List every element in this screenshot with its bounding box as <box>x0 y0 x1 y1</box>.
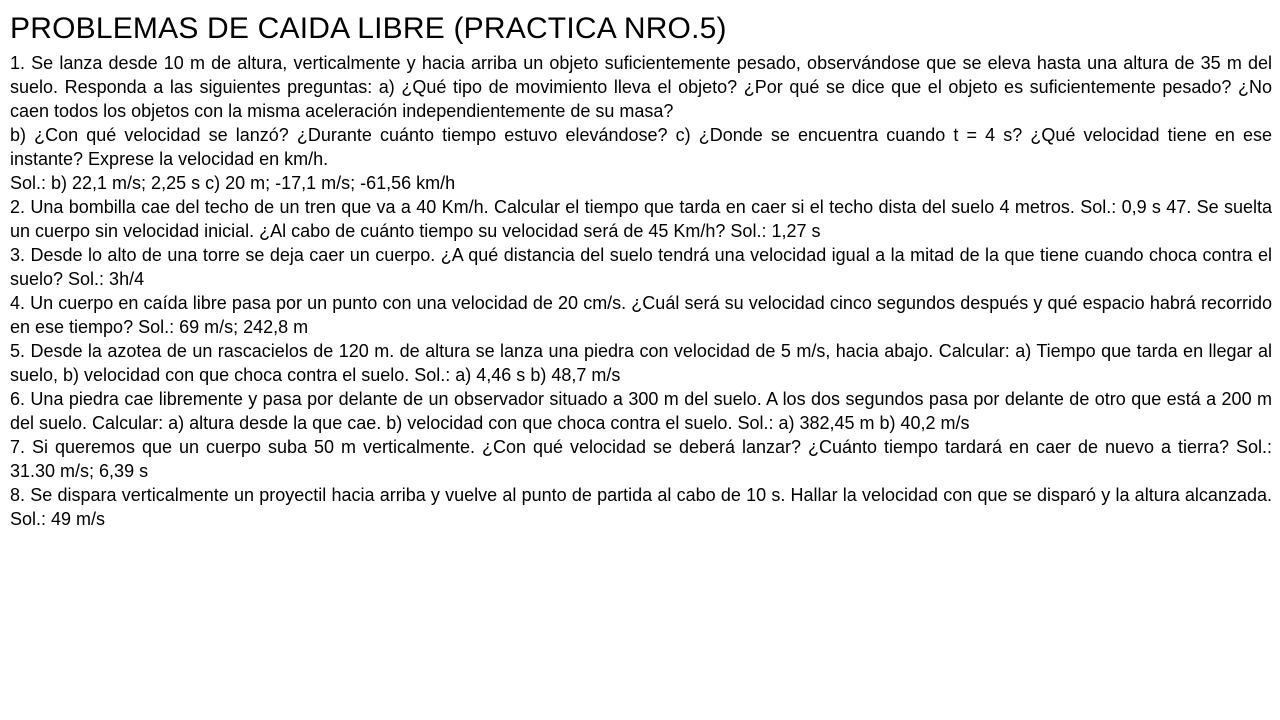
problem-5: 5. Desde la azotea de un rascacielos de 120 m. de altura se lanza una piedra con velocidad de 5 m/s, hacia abajo. Calcular: a) Tiempo que tarda en llegar al suelo, b) velocidad con que choca contra el suelo. Sol.: a) 4,46 s b) 48,7 m/s <box>10 341 1272 385</box>
problem-list <box>10 51 1272 531</box>
problem-3: 3. Desde lo alto de una torre se deja caer un cuerpo. ¿A qué distancia del suelo tendrá una velocidad igual a la mitad de la que tiene cuando choca contra el suelo? Sol.: 3h/4 <box>10 245 1272 289</box>
slide <box>10 12 1272 716</box>
problem-6: 6. Una piedra cae libremente y pasa por delante de un observador situado a 300 m del suelo. A los dos segundos pasa por delante de otro que está a 200 m del suelo. Calcular: a) altura desde la que cae. b) velocidad con que choca contra el suelo. Sol.: a) 382,45 m b) 40,2 m/s <box>10 389 1272 433</box>
problem-1-statement: 1. Se lanza desde 10 m de altura, verticalmente y hacia arriba un objeto suficientemente pesado, observándose que se eleva hasta una altura de 35 m del suelo. Responda a las siguientes preguntas: a) ¿Qué tipo de movimiento lleva el objeto? ¿Por qué se dice que el objeto es suficientemente pesado? ¿No caen todos los objetos con la misma aceleración independientemente de su masa? <box>10 53 1272 121</box>
problem-2: 2. Una bombilla cae del techo de un tren que va a 40 Km/h. Calcular el tiempo que tarda en caer si el techo dista del suelo 4 metros. Sol.: 0,9 s 47. Se suelta un cuerpo sin velocidad inicial. ¿Al cabo de cuánto tiempo su velocidad será de 45 Km/h? Sol.: 1,27 s <box>10 197 1272 241</box>
problem-1-questions: b) ¿Con qué velocidad se lanzó? ¿Durante cuánto tiempo estuvo elevándose? c) ¿Donde se encuentra cuando t = 4 s? ¿Qué velocidad tiene en ese instante? Exprese la velocidad en km/h. <box>10 125 1272 169</box>
page-title: PROBLEMAS DE CAIDA LIBRE (PRACTICA NRO.5) <box>10 12 727 45</box>
problem-7: 7. Si queremos que un cuerpo suba 50 m verticalmente. ¿Con qué velocidad se deberá lanzar? ¿Cuánto tiempo tardará en caer de nuevo a tierra? Sol.: 31.30 m/s; 6,39 s <box>10 437 1272 481</box>
problem-8: 8. Se dispara verticalmente un proyectil hacia arriba y vuelve al punto de partida al cabo de 10 s. Hallar la velocidad con que se disparó y la altura alcanzada. Sol.: 49 m/s <box>10 485 1272 529</box>
problem-4: 4. Un cuerpo en caída libre pasa por un punto con una velocidad de 20 cm/s. ¿Cuál será su velocidad cinco segundos después y qué espacio habrá recorrido en ese tiempo? Sol.: 69 m/s; 242,8 m <box>10 293 1272 337</box>
problem-1-solution: Sol.: b) 22,1 m/s; 2,25 s c) 20 m; -17,1 m/s; -61,56 km/h <box>10 173 456 193</box>
